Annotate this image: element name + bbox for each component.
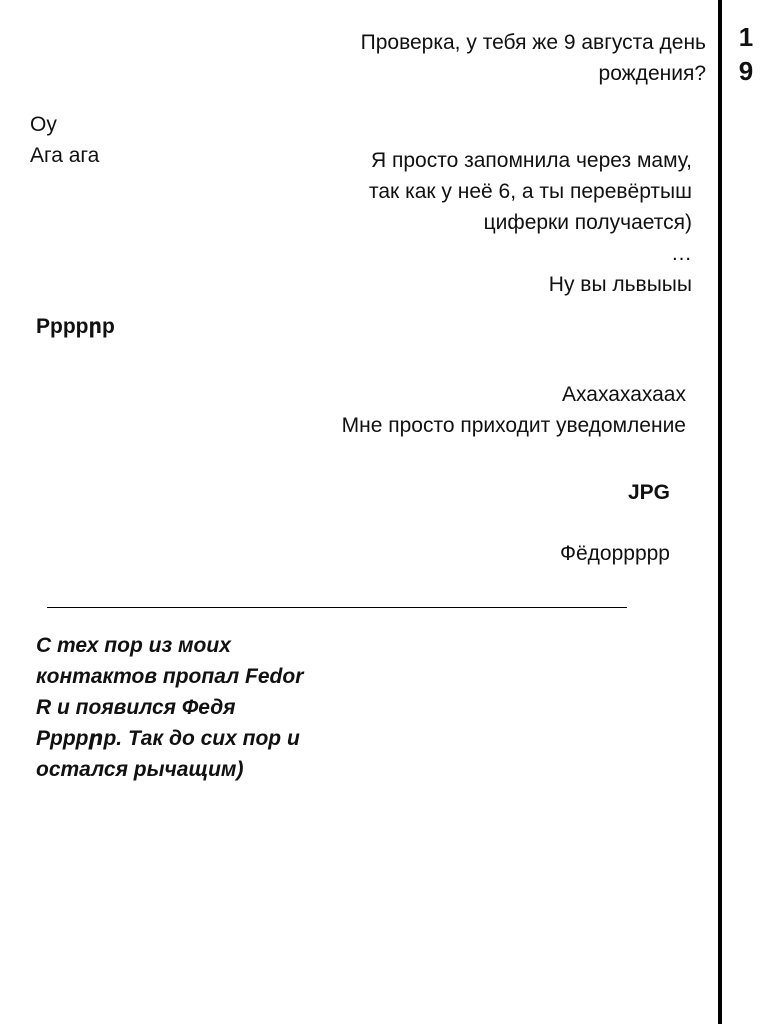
message-right-4 <box>470 477 670 508</box>
message-left-2 <box>36 311 256 342</box>
footnote-line: С тех пор из моих <box>36 634 231 657</box>
page-number <box>728 20 764 88</box>
message-line: Оу <box>30 113 57 136</box>
footnote-line: контактов пропал Fedor <box>36 665 304 688</box>
message-line: рождения? <box>598 62 706 85</box>
message-line: Я просто запомнила через маму, <box>370 149 692 172</box>
footnote-line: остался рычащим) <box>36 758 244 781</box>
message-line: Ррррրр <box>36 315 115 338</box>
message-right-3 <box>250 379 686 441</box>
message-left-1 <box>30 109 230 171</box>
message-right-1 <box>250 27 706 89</box>
message-line: Ага ага <box>30 144 100 167</box>
message-right-2 <box>260 145 692 300</box>
footnote <box>36 630 366 785</box>
message-line: циферки получается) <box>483 211 692 234</box>
message-line: Ахахахахаах <box>562 383 686 406</box>
vertical-divider <box>718 0 722 1024</box>
message-line: так как у неё 6, а ты перевёртыш <box>369 180 692 203</box>
message-line: JPG <box>627 481 670 504</box>
message-line: … <box>671 242 692 265</box>
horizontal-divider <box>47 607 627 608</box>
footnote-line: Ррррրр. Так до сих пор и <box>36 727 300 750</box>
message-line: Фёдоррррр <box>560 542 670 565</box>
footnote-line: R и появился Федя <box>36 696 236 719</box>
message-right-5 <box>420 538 670 569</box>
page-number-digit-2: 9 <box>738 56 754 86</box>
message-line: Мне просто приходит уведомление <box>341 414 686 437</box>
message-line: Ну вы львыыы <box>548 273 692 296</box>
message-line: Проверка, у тебя же 9 августа день <box>360 31 706 54</box>
page-number-digit-1: 1 <box>738 22 754 52</box>
